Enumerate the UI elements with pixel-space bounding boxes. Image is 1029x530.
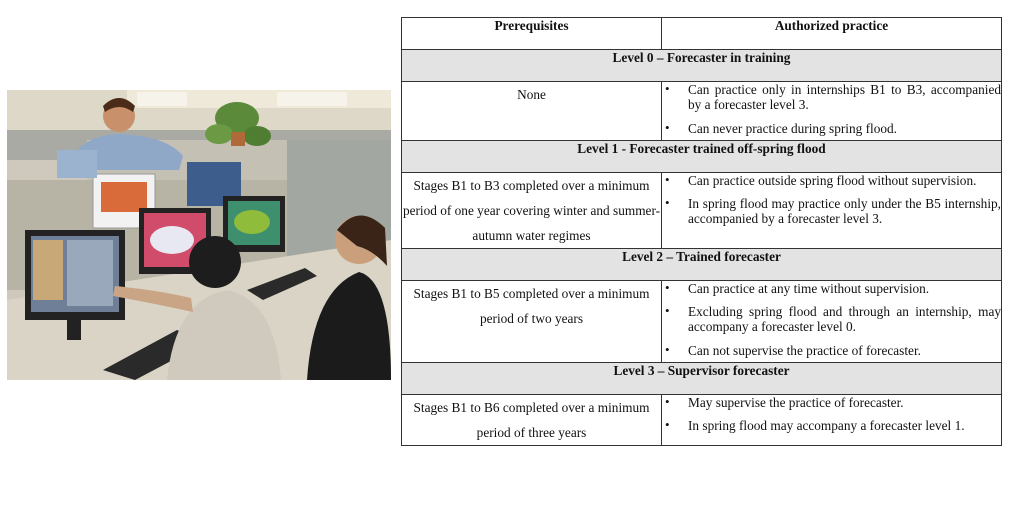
level-3-title: Level 3 – Supervisor forecaster	[402, 362, 1002, 394]
authorized-practice-header: Authorized practice	[662, 18, 1002, 50]
level-0-prerequisites: None	[402, 82, 662, 141]
level-0-practice	[662, 82, 1002, 141]
practice-item: • May supervise the practice of forecaster.	[662, 395, 1001, 410]
practice-item: • Can never practice during spring flood.	[662, 121, 1001, 136]
header-row	[402, 18, 1002, 50]
forecasters-photo	[7, 90, 391, 380]
level-1-row	[402, 172, 1002, 248]
forecaster-levels-table	[401, 17, 1002, 446]
level-1-title: Level 1 - Forecaster trained off-spring flood	[402, 140, 1002, 172]
level-0-row	[402, 82, 1002, 141]
practice-item: • In spring flood may accompany a forecaster level 1.	[662, 418, 1001, 433]
level-2-prerequisites: Stages B1 to B5 completed over a minimum period of two years	[402, 280, 662, 362]
level-3-practice	[662, 394, 1002, 445]
practice-item: • Can not supervise the practice of forecaster.	[662, 343, 1001, 358]
level-1-prerequisites: Stages B1 to B3 completed over a minimum period of one year covering winter and summer-autumn water regimes	[402, 172, 662, 248]
level-3-heading-row	[402, 362, 1002, 394]
level-1-heading-row	[402, 140, 1002, 172]
level-2-row	[402, 280, 1002, 362]
level-0-title: Level 0 – Forecaster in training	[402, 50, 1002, 82]
level-1-practice	[662, 172, 1002, 248]
level-3-row	[402, 394, 1002, 445]
practice-item: • Excluding spring flood and through an internship, may accompany a forecaster level 0.	[662, 304, 1001, 335]
level-2-heading-row	[402, 248, 1002, 280]
practice-item: • In spring flood may practice only under the B5 internship, accompanied by a forecaster level 3.	[662, 196, 1001, 227]
practice-item: • Can practice outside spring flood without supervision.	[662, 173, 1001, 188]
level-2-title: Level 2 – Trained forecaster	[402, 248, 1002, 280]
practice-item: • Can practice at any time without supervision.	[662, 281, 1001, 296]
practice-item: • Can practice only in internships B1 to B3, accompanied by a forecaster level 3.	[662, 82, 1001, 113]
level-0-heading-row	[402, 50, 1002, 82]
level-2-practice	[662, 280, 1002, 362]
prerequisites-header: Prerequisites	[402, 18, 662, 50]
level-3-prerequisites: Stages B1 to B6 completed over a minimum period of three years	[402, 394, 662, 445]
